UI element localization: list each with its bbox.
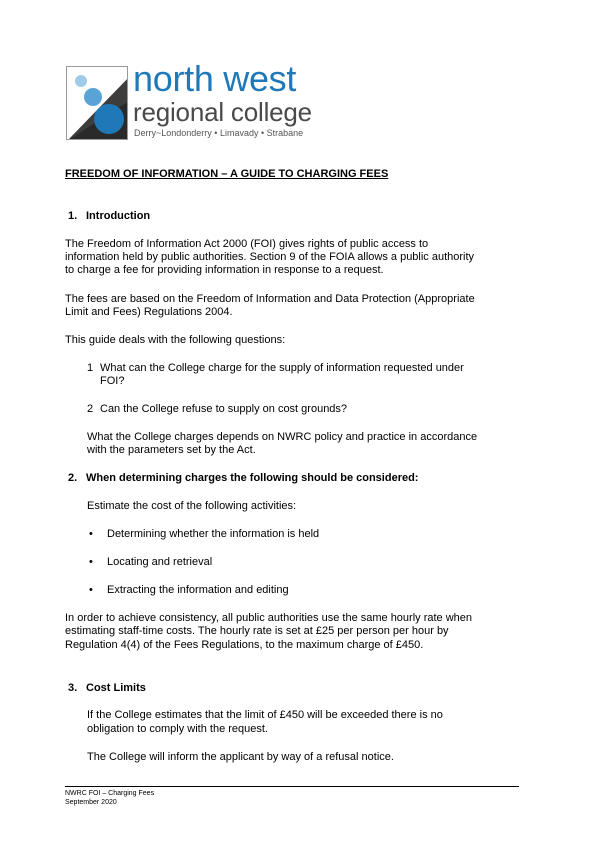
text-line: estimating staff-time costs. The hourly rate is set at £25 per person per hour by <box>65 625 449 637</box>
text-line: The fees are based on the Freedom of Information and Data Protection (Appropriate <box>65 293 475 305</box>
question-number: 2 <box>87 403 94 415</box>
text-line: FOI? <box>100 375 125 387</box>
bullet-icon: • <box>89 584 93 596</box>
list-item-text: Extracting the information and editing <box>107 584 289 596</box>
text-line: Limit and Fees) Regulations 2004. <box>65 306 233 318</box>
text-line: What the College charges depends on NWRC policy and practice in accordance <box>87 431 478 443</box>
text-line: information held by public authorities. Section 9 of the FOIA allows a public authority <box>65 251 475 263</box>
bullet-icon: • <box>89 556 93 568</box>
footer-date: September 2020 <box>65 799 117 806</box>
text-line: to charge a fee for providing information in response to a request. <box>65 264 384 276</box>
logo-text-regional-college: regional college <box>133 97 312 127</box>
logo-tagline: Derry~Londonderry • Limavady • Strabane <box>134 128 304 138</box>
section-1-heading: Introduction <box>86 210 151 222</box>
logo-text-north-west: north west <box>133 58 297 99</box>
college-logo-emblem <box>66 66 128 140</box>
question-number: 1 <box>87 362 94 374</box>
text-line: obligation to comply with the request. <box>87 723 268 735</box>
list-item-text: Locating and retrieval <box>107 556 213 568</box>
section-2-number: 2. <box>68 472 78 484</box>
text-line: Regulation 4(4) of the Fees Regulations, to the maximum charge of £450. <box>65 639 424 651</box>
section-3-paragraph-2: The College will inform the applicant by way of a refusal notice. <box>87 751 394 763</box>
text-line: with the parameters set by the Act. <box>87 444 256 456</box>
text-line: The Freedom of Information Act 2000 (FOI) gives rights of public access to <box>65 238 429 250</box>
section-3-heading: Cost Limits <box>86 682 146 694</box>
section-2-intro: Estimate the cost of the following activities: <box>87 500 297 512</box>
logo-emblem-graphic <box>67 67 128 140</box>
footer-divider <box>65 786 519 787</box>
text-line: If the College estimates that the limit of £450 will be exceeded there is no <box>87 709 443 721</box>
section-3-number: 3. <box>68 682 78 694</box>
section-2-heading: When determining charges the following should be considered: <box>86 472 419 484</box>
footer-document-name: NWRC FOI – Charging Fees <box>65 790 155 797</box>
section-1-number: 1. <box>68 210 78 222</box>
list-item-text: Determining whether the information is held <box>107 528 320 540</box>
document-title: FREEDOM OF INFORMATION – A GUIDE TO CHARGING FEES <box>65 168 389 180</box>
text-line: In order to achieve consistency, all public authorities use the same hourly rate when <box>65 612 473 624</box>
question-text: Can the College refuse to supply on cost grounds? <box>100 403 348 415</box>
text-line: What can the College charge for the supply of information requested under <box>100 362 464 374</box>
section-1-paragraph-3: This guide deals with the following questions: <box>65 334 286 346</box>
bullet-icon: • <box>89 528 93 540</box>
